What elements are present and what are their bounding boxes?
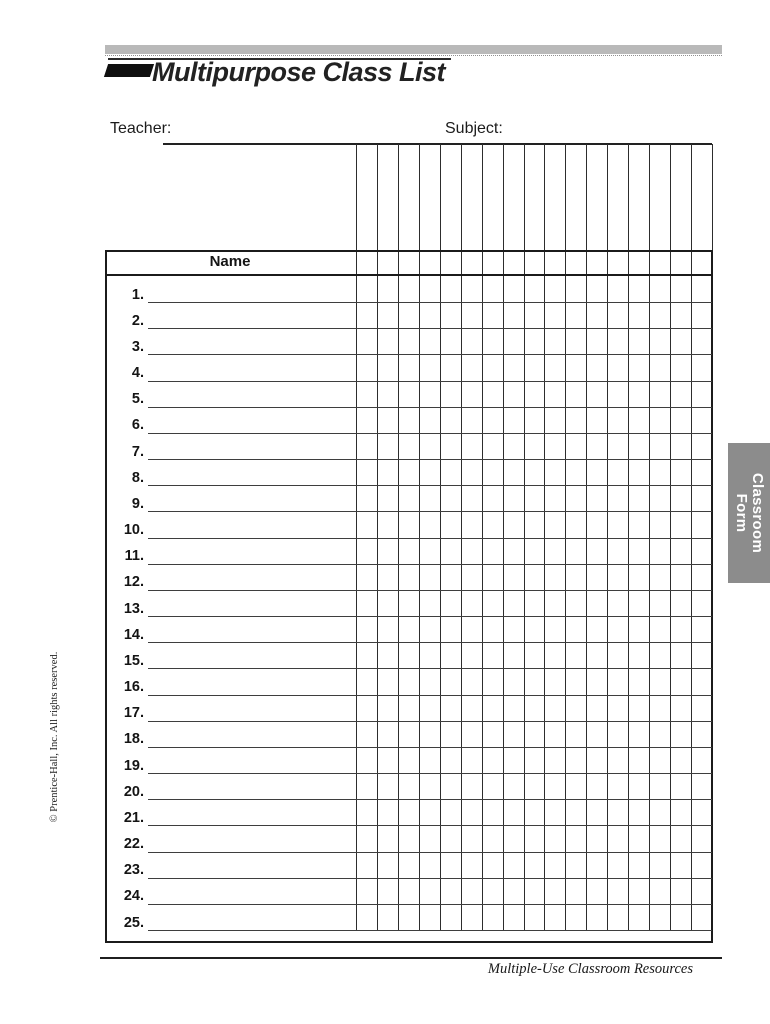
row-number: 19. [123, 757, 144, 774]
row-number: 21. [123, 809, 144, 826]
row-number: 5. [131, 391, 144, 408]
page-title: Multipurpose Class List [152, 57, 446, 87]
row-number: 11. [124, 548, 144, 565]
tab-label-line2: Form [733, 493, 750, 533]
row-number: 4. [131, 365, 144, 381]
dotted-divider [105, 55, 722, 56]
row-number: 3. [131, 338, 144, 355]
footer-imprint: Multiple-Use Classroom Resources [487, 961, 693, 977]
row-number: 25. [123, 914, 144, 931]
top-gray-bar [105, 45, 722, 54]
copyright-notice: © Prentice-Hall, Inc. All rights reserved. [49, 651, 60, 823]
tab-label-line1: Classroom [749, 472, 767, 554]
row-number: 23. [123, 862, 144, 879]
row-number: 9. [131, 495, 144, 512]
name-column-header: Name [209, 253, 251, 270]
subject-label: Subject: [445, 120, 503, 137]
row-number: 7. [131, 443, 144, 460]
row-number: 8. [131, 469, 144, 486]
title-dash-icon [104, 64, 154, 77]
row-number: 14. [123, 626, 144, 643]
header-row-divider [105, 274, 713, 276]
footer-rule [100, 957, 722, 959]
row-number: 15. [123, 652, 144, 669]
row-number: 22. [123, 836, 144, 853]
row-number: 12. [123, 574, 144, 591]
class-list-table-frame [105, 250, 713, 943]
row-number: 24. [123, 888, 144, 905]
row-number: 1. [131, 286, 144, 303]
row-number: 20. [123, 783, 144, 800]
teacher-label: Teacher: [110, 120, 172, 137]
row-number: 10. [123, 522, 144, 539]
row-number: 2. [131, 312, 144, 329]
row-number: 17. [123, 705, 144, 722]
row-number: 16. [123, 679, 144, 696]
classroom-form-tab-label [728, 443, 770, 583]
row-number: 13. [123, 600, 144, 617]
row-number: 18. [123, 731, 144, 748]
row-number: 6. [131, 417, 144, 434]
